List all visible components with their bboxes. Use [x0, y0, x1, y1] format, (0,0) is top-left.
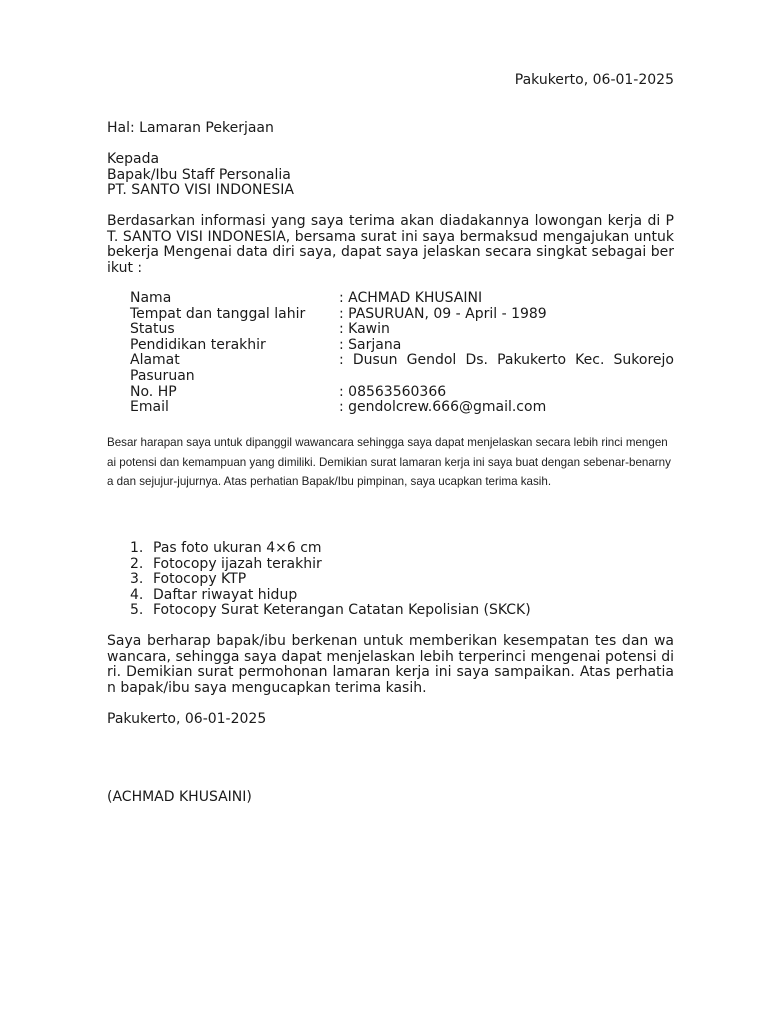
bio-label: No. HP — [130, 383, 177, 400]
list-item — [130, 541, 690, 557]
bio-value: : Kawin — [339, 321, 390, 338]
list-text: Pas foto ukuran 4×6 cm — [153, 540, 322, 556]
bio-value: : Dusun Gendol Ds. Pakukerto Kec. Sukorejo — [339, 352, 674, 369]
bio-value: : ACHMAD KHUSAINI — [339, 290, 483, 306]
place-date-bottom: Pakukerto, 06-01-2025 — [107, 711, 267, 727]
list-number: 3. — [130, 571, 144, 588]
list-item — [130, 557, 690, 573]
bio-value: : gendolcrew.666@gmail.com — [339, 399, 547, 416]
list-item — [130, 603, 690, 619]
recipient-line-3: PT. SANTO VISI INDONESIA — [107, 182, 294, 199]
final-paragraph: Saya berharap bapak/ibu berkenan untuk memberikan kesempatan tes dan wawancara, sehingga saya dapat menjelaskan lebih terperinci mengenai potensi diri. Demikian surat permohonan lamaran kerja ini saya sampaikan. Atas perhatian bapak/ibu saya mengucapkan terima kasih. — [107, 633, 674, 696]
bio-row-address — [130, 353, 674, 369]
list-text: Daftar riwayat hidup — [153, 586, 298, 603]
intro-paragraph: Berdasarkan informasi yang saya terima akan diadakannya lowongan kerja di PT. SANTO VISI INDONESIA, bersama surat ini saya bermaksud mengajukan untuk bekerja Mengenai data diri saya, dapat saya jelaskan secara singkat sebagai berikut : — [107, 213, 674, 276]
list-text: Fotocopy ijazah terakhir — [153, 555, 322, 572]
list-item — [130, 572, 690, 588]
list-number: 2. — [130, 555, 144, 572]
recipient-line-1: Kepada — [107, 151, 160, 167]
bio-label: Status — [130, 321, 175, 338]
bio-address-continued: Pasuruan — [130, 367, 195, 384]
bio-row-email — [130, 400, 674, 416]
bio-label: Nama — [130, 290, 172, 306]
closing-paragraph-small: Besar harapan saya untuk dipanggil wawancara sehingga saya dapat menjelaskan secara lebih rinci mengenai potensi dan kemampuan yang dimiliki. Demikian surat lamaran kerja ini saya buat dengan sebenar-benarnya dan sejujur-jujurnya. Atas perhatian Bapak/Ibu pimpinan, saya ucapkan terima kasih. — [107, 436, 671, 488]
list-number: 4. — [130, 586, 144, 603]
list-text: Fotocopy Surat Keterangan Catatan Kepolisian (SKCK) — [153, 602, 531, 619]
bio-label: Pendidikan terakhir — [130, 336, 266, 353]
bio-row-phone — [130, 385, 674, 401]
personal-data-table — [130, 291, 674, 416]
list-item — [130, 588, 690, 604]
bio-value: : PASURUAN, 09 - April - 1989 — [339, 305, 547, 322]
attachment-list — [130, 541, 690, 619]
signature-name: (ACHMAD KHUSAINI) — [107, 789, 252, 805]
bio-label: Tempat dan tanggal lahir — [130, 305, 306, 322]
bio-row-status — [130, 322, 674, 338]
bio-row-birth — [130, 307, 674, 323]
subject-line: Hal: Lamaran Pekerjaan — [107, 120, 274, 136]
bio-label: Alamat — [130, 352, 180, 369]
bio-row-education — [130, 338, 674, 354]
list-text: Fotocopy KTP — [153, 571, 247, 588]
bio-value: : 08563560366 — [339, 383, 447, 400]
bio-row-name — [130, 291, 674, 307]
recipient-block — [107, 152, 294, 199]
recipient-line-2: Bapak/Ibu Staff Personalia — [107, 166, 291, 183]
bio-label: Email — [130, 399, 169, 416]
list-number: 1. — [130, 540, 144, 556]
bio-value: : Sarjana — [339, 336, 402, 353]
list-number: 5. — [130, 602, 144, 619]
place-date-top: Pakukerto, 06-01-2025 — [514, 72, 674, 88]
